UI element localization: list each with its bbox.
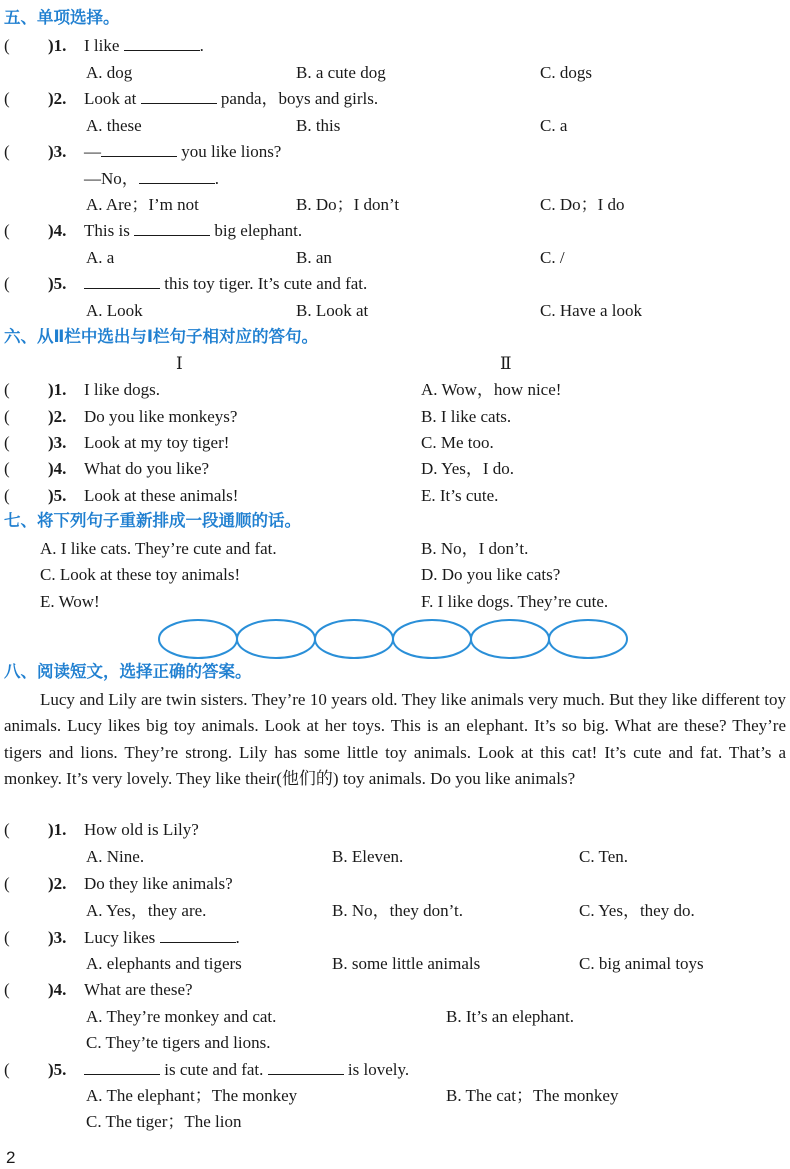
question-number: )1.: [48, 820, 67, 839]
column-2-sentence: D. Yes，I do.: [421, 459, 515, 478]
section-8-heading: 八、阅读短文，选择正确的答案。: [4, 662, 252, 681]
option-a: A. elephants and tigers: [86, 954, 242, 973]
s8-question-5: [0, 1057, 790, 1083]
s5-question-2: [0, 86, 790, 112]
s5-options-4: [0, 245, 790, 271]
answer-blank[interactable]: [160, 926, 236, 943]
s8-options-4b: [0, 1030, 790, 1056]
answer-oval-4[interactable]: [393, 620, 471, 658]
option-c: C. Ten.: [579, 847, 629, 866]
question-number: )2.: [48, 874, 67, 893]
s8-options-1: [0, 844, 790, 870]
reading-passage: Lucy and Lily are twin sisters. They’re 10 years old. They like animals very much. But they like different toy animals. Lucy likes big toy animals. Look at her toys. This is an elephant. It’s so big. What are these? They’re tigers and lions. They’re strong. Lily has some little toy animals. Look at this cat! It’s cute and fat. That’s a monkey. It’s very lovely. They like their(他们的) toy animals. Do you like animals?: [4, 690, 786, 788]
column-1-sentence: What do you like?: [84, 459, 210, 478]
section-6-heading: 六、从Ⅱ栏中选出与Ⅰ栏句子相对应的答句。: [4, 327, 319, 346]
question-number: )3.: [48, 928, 67, 947]
s6-row-4: [0, 456, 790, 482]
s8-question-3: [0, 925, 790, 951]
s8-options-5b: [0, 1109, 790, 1135]
column-2-sentence: C. Me too.: [421, 433, 494, 452]
section-7-heading: 七、将下列句子重新排成一段通顺的话。: [4, 511, 301, 530]
question-number: )4.: [48, 459, 67, 478]
option-b: B. Eleven.: [332, 847, 404, 866]
question-number: )1.: [48, 36, 67, 55]
question-stem: What are these?: [84, 980, 193, 999]
question-stem: I like .: [84, 36, 204, 55]
answer-oval-3[interactable]: [315, 620, 393, 658]
question-stem: This is big elephant.: [84, 221, 303, 240]
s8-question-2: [0, 871, 790, 897]
sentence-c: C. Look at these toy animals!: [40, 565, 241, 584]
answer-paren[interactable]: (: [4, 36, 10, 55]
s6-row-1: [0, 377, 790, 403]
option-c: C. /: [540, 248, 565, 267]
option-b: B. It’s an elephant.: [446, 1007, 574, 1026]
option-b: B. No，they don’t.: [332, 901, 463, 920]
option-c: C. Have a look: [540, 301, 642, 320]
column-1-header: Ⅰ: [176, 354, 183, 373]
answer-oval-2[interactable]: [237, 620, 315, 658]
option-c: C. The tiger；The lion: [86, 1112, 242, 1131]
option-c: C. Yes，they do.: [579, 901, 695, 920]
sentence-d: D. Do you like cats?: [421, 565, 561, 584]
option-a: A. Nine.: [86, 847, 145, 866]
s8-options-5: [0, 1083, 790, 1109]
option-b: B. Do；I don’t: [296, 195, 400, 214]
page-number: 2: [6, 1148, 16, 1167]
question-number: )5.: [48, 274, 67, 293]
s6-row-2: [0, 404, 790, 430]
answer-paren[interactable]: (: [4, 820, 10, 839]
s7-row-2: [0, 562, 790, 588]
s5-options-2: [0, 113, 790, 139]
option-a: A. dog: [86, 63, 133, 82]
option-a: A. these: [86, 116, 142, 135]
s5-question-4: [0, 218, 790, 244]
answer-blank[interactable]: [84, 272, 160, 289]
answer-blank[interactable]: [84, 1058, 160, 1075]
option-a: A. Are；I’m not: [86, 195, 199, 214]
column-2-sentence: A. Wow，how nice!: [421, 380, 562, 399]
s8-question-1: [0, 817, 790, 843]
answer-blank[interactable]: [124, 34, 200, 51]
answer-oval-5[interactable]: [471, 620, 549, 658]
answer-paren[interactable]: (: [4, 486, 10, 505]
answer-paren[interactable]: (: [4, 380, 10, 399]
option-b: B. Look at: [296, 301, 369, 320]
answer-paren[interactable]: (: [4, 407, 10, 426]
answer-blank[interactable]: [268, 1058, 344, 1075]
question-stem: — you like lions?: [84, 142, 282, 161]
question-number: )5.: [48, 1060, 67, 1079]
option-a: A. The elephant；The monkey: [86, 1086, 298, 1105]
question-stem: this toy tiger. It’s cute and fat.: [84, 271, 367, 297]
answer-blank[interactable]: [101, 140, 177, 157]
answer-paren[interactable]: (: [4, 928, 10, 947]
column-1-sentence: Do you like monkeys?: [84, 407, 238, 426]
option-c: C. Do；I do: [540, 195, 625, 214]
answer-paren[interactable]: (: [4, 980, 10, 999]
question-number: )3.: [48, 433, 67, 452]
option-b: B. a cute dog: [296, 63, 386, 82]
column-2-sentence: B. I like cats.: [421, 407, 512, 426]
option-a: A. a: [86, 248, 115, 267]
option-a: A. They’re monkey and cat.: [86, 1007, 277, 1026]
s6-row-3: [0, 430, 790, 456]
option-b: B. The cat；The monkey: [446, 1086, 619, 1105]
sentence-a: A. I like cats. They’re cute and fat.: [40, 539, 277, 558]
column-2-sentence: E. It’s cute.: [421, 486, 499, 505]
question-stem: Lucy likes .: [84, 928, 240, 947]
question-number: )3.: [48, 142, 67, 161]
s5-options-3: [0, 192, 790, 218]
column-1-sentence: Look at my toy tiger!: [84, 433, 230, 452]
option-c: C. a: [540, 116, 568, 135]
s5-question-3-line2: [0, 166, 790, 192]
question-stem: Do they like animals?: [84, 874, 233, 893]
answer-paren[interactable]: (: [4, 1060, 10, 1079]
option-a: A. Yes，they are.: [86, 901, 207, 920]
question-number: )4.: [48, 221, 67, 240]
s8-question-4: [0, 977, 790, 1003]
answer-paren[interactable]: (: [4, 221, 10, 240]
s8-options-4: [0, 1004, 790, 1030]
question-number: )5.: [48, 486, 67, 505]
answer-paren[interactable]: (: [4, 89, 10, 108]
answer-paren[interactable]: (: [4, 274, 10, 293]
question-stem: How old is Lily?: [84, 820, 199, 839]
answer-paren[interactable]: (: [4, 142, 10, 161]
answer-oval-6[interactable]: [549, 620, 627, 658]
s7-row-1: [0, 536, 790, 562]
question-stem: —No， .: [84, 169, 220, 188]
column-1-sentence: I like dogs.: [84, 380, 161, 399]
answer-paren[interactable]: (: [4, 874, 10, 893]
section-5-heading: 五、单项选择。: [4, 8, 120, 27]
s5-question-5: [0, 271, 790, 297]
answer-oval-1[interactable]: [159, 620, 237, 658]
s8-options-3: [0, 951, 790, 977]
s5-options-5: [0, 298, 790, 324]
s5-question-3: [0, 139, 790, 165]
question-number: )1.: [48, 380, 67, 399]
answer-paren[interactable]: (: [4, 459, 10, 478]
s8-options-2: [0, 898, 790, 924]
answer-blank[interactable]: [134, 219, 210, 236]
question-number: )2.: [48, 89, 67, 108]
sentence-b: B. No，I don’t.: [421, 539, 529, 558]
s5-options-1: [0, 60, 790, 86]
column-2-header: Ⅱ: [500, 354, 512, 373]
sentence-f: F. I like dogs. They’re cute.: [421, 592, 609, 611]
option-c: C. dogs: [540, 63, 592, 82]
option-c: C. They’te tigers and lions.: [86, 1033, 271, 1052]
question-stem: is cute and fat. is lovely.: [84, 1057, 409, 1083]
sentence-e: E. Wow!: [40, 592, 100, 611]
answer-ovals: [158, 618, 630, 660]
option-b: B. an: [296, 248, 332, 267]
answer-blank[interactable]: [141, 87, 217, 104]
s6-row-5: [0, 483, 790, 509]
option-a: A. Look: [86, 301, 143, 320]
option-b: B. some little animals: [332, 954, 481, 973]
column-headers: [0, 351, 790, 377]
option-c: C. big animal toys: [579, 954, 704, 973]
question-number: )2.: [48, 407, 67, 426]
option-b: B. this: [296, 116, 341, 135]
question-number: )4.: [48, 980, 67, 999]
question-stem: Look at panda，boys and girls.: [84, 89, 379, 108]
column-1-sentence: Look at these animals!: [84, 486, 239, 505]
s7-row-3: [0, 589, 790, 615]
answer-blank[interactable]: [139, 167, 215, 184]
s5-question-1: [0, 33, 790, 59]
answer-paren[interactable]: (: [4, 433, 10, 452]
